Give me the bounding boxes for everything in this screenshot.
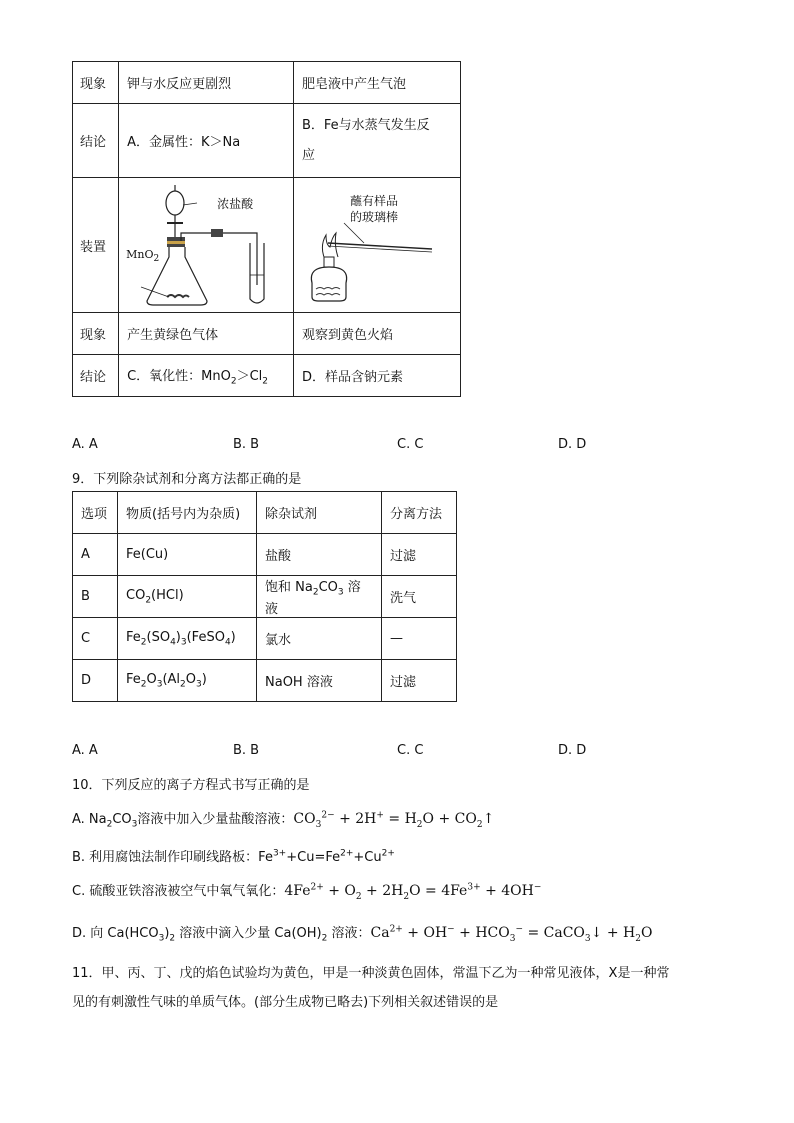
cell-option: A: [73, 534, 118, 576]
chlorine-apparatus-diagram: [119, 179, 291, 312]
table-row: [73, 313, 461, 355]
row-label: 结论: [73, 104, 119, 178]
row-label: 装置: [73, 178, 119, 313]
q10-option-d[interactable]: D. 向 $Ca(HCO_3)_2$ 溶液中滴入少量 $Ca(OH)_2$ 溶液：$Ca^{2+} + OH^- + HCO_3^-$ = CaCO$_3$↓ + $H_2O$: [72, 924, 653, 944]
option-b[interactable]: B. B: [233, 437, 260, 452]
cell-substance: Fe(Cu): [118, 534, 257, 576]
row-label: 结论: [73, 355, 119, 397]
cell-right: 肥皂液中产生气泡: [293, 62, 460, 104]
q10-stem: 10．下列反应的离子方程式书写正确的是: [72, 778, 310, 793]
cell-reagent: 盐酸: [257, 534, 382, 576]
q10-option-b[interactable]: B. 利用腐蚀法制作印刷线路板：$Fe^{3+}+Cu=Fe^{2+}+Cu^{2+}$: [72, 848, 395, 865]
option-b[interactable]: B. B: [233, 743, 260, 758]
header-cell: 选项: [73, 492, 118, 534]
cell-method: 过滤: [382, 660, 457, 702]
cell-option: C: [73, 618, 118, 660]
mno2-label: MnO$_2$: [126, 248, 160, 265]
cell-method: —: [382, 618, 457, 660]
cell-reagent: NaOH 溶液: [257, 660, 382, 702]
cell-right: 观察到黄色火焰: [293, 313, 460, 355]
header-cell: 除杂试剂: [257, 492, 382, 534]
table-row: [73, 62, 461, 104]
q9-stem: 9．下列除杂试剂和分离方法都正确的是: [72, 472, 302, 487]
cell-reagent: 饱和 $Na_2CO_3$ 溶液: [257, 576, 382, 618]
rod-label-line1: 蘸有样品: [349, 194, 398, 208]
q11-stem-line1: 11．甲、丙、丁、戊的焰色试验均为黄色，甲是一种淡黄色固体，常温下乙为一种常见液体，X是一种常: [72, 966, 670, 981]
rod-label-line2: 的玻璃棒: [349, 210, 398, 224]
option-c[interactable]: C. C: [397, 743, 424, 758]
cell-right: [293, 104, 460, 178]
cell-method: 洗气: [382, 576, 457, 618]
table-row: [73, 534, 457, 576]
cell-reagent: 氯水: [257, 618, 382, 660]
q9-table: [72, 491, 457, 702]
q10-option-c[interactable]: C. 硫酸亚铁溶液被空气中氧气氧化：$4Fe^{2+} + O_2 + 2H_2O = 4Fe^{3+} + 4OH^-$: [72, 882, 542, 902]
q10-option-a[interactable]: A. $Na_2CO_3$溶液中加入少量盐酸溶液：$CO_3^{2-} + 2H^+ = H_2O$ + $CO_2↑$: [72, 810, 495, 830]
header-cell: 物质(括号内为杂质): [118, 492, 257, 534]
cell-option: D: [73, 660, 118, 702]
option-a[interactable]: A. A: [72, 743, 98, 758]
option-d[interactable]: D. D: [558, 437, 587, 452]
q11-stem-line2: 见的有刺激性气味的单质气体。(部分生成物已略去)下列相关叙述错误的是: [72, 995, 499, 1010]
cell-right: D．样品含钠元素: [293, 355, 460, 397]
cell-left: 产生黄绿色气体: [119, 313, 294, 355]
table-header-row: [73, 492, 457, 534]
option-a[interactable]: A. A: [72, 437, 98, 452]
cell-substance: $Fe_2(SO_4)_3(FeSO_4)$: [118, 618, 257, 660]
row-label: 现象: [73, 62, 119, 104]
cell-left: 钾与水反应更剧烈: [119, 62, 294, 104]
option-d[interactable]: D. D: [558, 743, 587, 758]
q8-table: [72, 61, 461, 397]
cell-right-line: B．Fe与水蒸气发生反: [301, 117, 430, 133]
table-row: [73, 618, 457, 660]
cell-method: 过滤: [382, 534, 457, 576]
table-row: [73, 660, 457, 702]
table-row: [73, 576, 457, 618]
table-row: [73, 104, 461, 178]
cell-substance: $CO_2(HCl)$: [118, 576, 257, 618]
cell-right-line: 应: [301, 147, 315, 163]
cell-left: A．金属性：K＞Na: [119, 104, 294, 178]
chlorine-apparatus-cell: [119, 178, 294, 313]
acid-label: 浓盐酸: [217, 197, 254, 211]
row-label: 现象: [73, 313, 119, 355]
table-row: [73, 178, 461, 313]
cell-option: B: [73, 576, 118, 618]
header-cell: 分离方法: [382, 492, 457, 534]
table-row: [73, 355, 461, 397]
cell-left: C．氧化性：$MnO_2>Cl_2$: [119, 355, 294, 397]
cell-substance: $Fe_2O_3(Al_2O_3)$: [118, 660, 257, 702]
option-c[interactable]: C. C: [397, 437, 424, 452]
flame-test-cell: [293, 178, 460, 313]
